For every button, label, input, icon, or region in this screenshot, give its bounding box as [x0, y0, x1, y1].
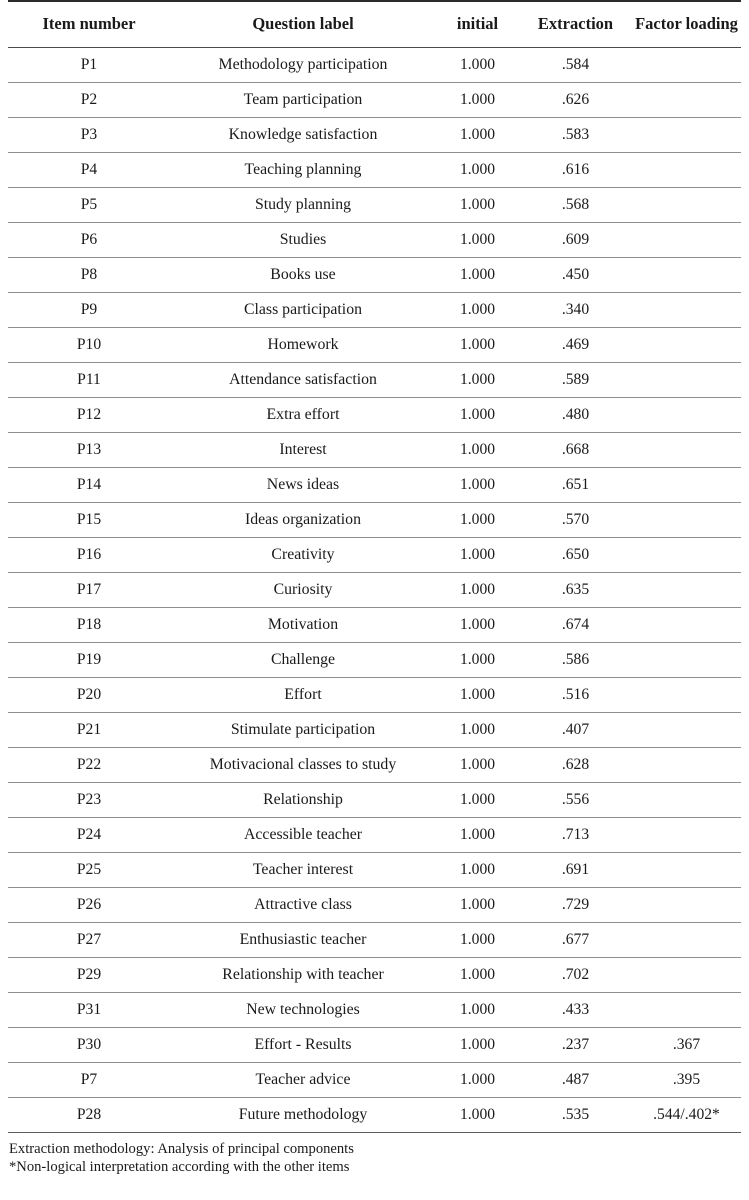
cell-factor-loading [632, 852, 741, 887]
cell-initial: 1.000 [436, 502, 519, 537]
cell-item-number: P3 [8, 117, 170, 152]
cell-factor-loading [632, 607, 741, 642]
cell-initial: 1.000 [436, 572, 519, 607]
table-row [8, 1062, 741, 1097]
table-row [8, 1027, 741, 1062]
cell-extraction: .237 [519, 1027, 632, 1062]
table-row [8, 712, 741, 747]
table-row [8, 642, 741, 677]
cell-extraction: .556 [519, 782, 632, 817]
cell-question-label: Interest [170, 432, 436, 467]
column-header-factor-loading: Factor loading [632, 1, 741, 47]
cell-initial: 1.000 [436, 677, 519, 712]
table-row [8, 922, 741, 957]
cell-extraction: .487 [519, 1062, 632, 1097]
cell-extraction: .480 [519, 397, 632, 432]
cell-item-number: P24 [8, 817, 170, 852]
cell-question-label: Effort - Results [170, 1027, 436, 1062]
cell-initial: 1.000 [436, 782, 519, 817]
cell-item-number: P5 [8, 187, 170, 222]
cell-factor-loading [632, 362, 741, 397]
table-row [8, 852, 741, 887]
cell-initial: 1.000 [436, 257, 519, 292]
cell-factor-loading [632, 82, 741, 117]
cell-factor-loading [632, 992, 741, 1027]
cell-item-number: P19 [8, 642, 170, 677]
cell-item-number: P20 [8, 677, 170, 712]
cell-initial: 1.000 [436, 642, 519, 677]
cell-initial: 1.000 [436, 82, 519, 117]
cell-item-number: P31 [8, 992, 170, 1027]
cell-initial: 1.000 [436, 117, 519, 152]
table-row [8, 957, 741, 992]
cell-extraction: .570 [519, 502, 632, 537]
cell-extraction: .407 [519, 712, 632, 747]
cell-extraction: .535 [519, 1097, 632, 1132]
cell-initial: 1.000 [436, 537, 519, 572]
cell-initial: 1.000 [436, 1097, 519, 1132]
table-row [8, 292, 741, 327]
table-header [8, 1, 741, 47]
cell-question-label: Relationship with teacher [170, 957, 436, 992]
cell-extraction: .677 [519, 922, 632, 957]
cell-initial: 1.000 [436, 712, 519, 747]
cell-initial: 1.000 [436, 187, 519, 222]
cell-extraction: .609 [519, 222, 632, 257]
cell-factor-loading [632, 257, 741, 292]
table-row [8, 152, 741, 187]
cell-initial: 1.000 [436, 992, 519, 1027]
cell-question-label: New technologies [170, 992, 436, 1027]
cell-item-number: P10 [8, 327, 170, 362]
cell-factor-loading: .395 [632, 1062, 741, 1097]
cell-item-number: P30 [8, 1027, 170, 1062]
cell-factor-loading [632, 327, 741, 362]
table-row [8, 467, 741, 502]
cell-question-label: Books use [170, 257, 436, 292]
cell-factor-loading [632, 922, 741, 957]
cell-item-number: P26 [8, 887, 170, 922]
table-row [8, 362, 741, 397]
cell-extraction: .650 [519, 537, 632, 572]
cell-extraction: .586 [519, 642, 632, 677]
cell-item-number: P1 [8, 47, 170, 82]
cell-factor-loading: .544/.402* [632, 1097, 741, 1132]
cell-factor-loading [632, 572, 741, 607]
table-row [8, 537, 741, 572]
table-row [8, 817, 741, 852]
cell-item-number: P16 [8, 537, 170, 572]
cell-factor-loading [632, 712, 741, 747]
cell-question-label: Curiosity [170, 572, 436, 607]
cell-initial: 1.000 [436, 607, 519, 642]
cell-factor-loading [632, 887, 741, 922]
table-footnotes [8, 1140, 741, 1177]
table-row [8, 432, 741, 467]
table-row [8, 747, 741, 782]
cell-extraction: .729 [519, 887, 632, 922]
cell-question-label: Accessible teacher [170, 817, 436, 852]
cell-extraction: .674 [519, 607, 632, 642]
table-row [8, 572, 741, 607]
cell-question-label: Stimulate participation [170, 712, 436, 747]
cell-item-number: P12 [8, 397, 170, 432]
cell-item-number: P4 [8, 152, 170, 187]
cell-question-label: Enthusiastic teacher [170, 922, 436, 957]
cell-factor-loading [632, 152, 741, 187]
table-row [8, 782, 741, 817]
cell-extraction: .589 [519, 362, 632, 397]
cell-question-label: Attractive class [170, 887, 436, 922]
cell-factor-loading [632, 187, 741, 222]
cell-initial: 1.000 [436, 292, 519, 327]
cell-initial: 1.000 [436, 467, 519, 502]
cell-extraction: .702 [519, 957, 632, 992]
cell-extraction: .450 [519, 257, 632, 292]
cell-item-number: P13 [8, 432, 170, 467]
cell-factor-loading [632, 957, 741, 992]
cell-question-label: Study planning [170, 187, 436, 222]
cell-initial: 1.000 [436, 1027, 519, 1062]
table-row [8, 82, 741, 117]
cell-factor-loading [632, 47, 741, 82]
footnote-extraction-methodology: Extraction methodology: Analysis of principal components [9, 1140, 354, 1157]
table-row [8, 47, 741, 82]
table-row [8, 887, 741, 922]
table-row [8, 677, 741, 712]
cell-extraction: .616 [519, 152, 632, 187]
column-header-question-label: Question label [170, 1, 436, 47]
table-row [8, 992, 741, 1027]
cell-item-number: P14 [8, 467, 170, 502]
cell-extraction: .469 [519, 327, 632, 362]
cell-question-label: Future methodology [170, 1097, 436, 1132]
cell-question-label: Homework [170, 327, 436, 362]
cell-factor-loading [632, 397, 741, 432]
column-header-item-number: Item number [8, 1, 170, 47]
cell-initial: 1.000 [436, 957, 519, 992]
cell-question-label: Effort [170, 677, 436, 712]
cell-item-number: P7 [8, 1062, 170, 1097]
cell-question-label: Extra effort [170, 397, 436, 432]
cell-initial: 1.000 [436, 47, 519, 82]
cell-item-number: P21 [8, 712, 170, 747]
cell-item-number: P27 [8, 922, 170, 957]
cell-item-number: P29 [8, 957, 170, 992]
cell-question-label: Teacher advice [170, 1062, 436, 1097]
cell-initial: 1.000 [436, 327, 519, 362]
table-row [8, 397, 741, 432]
cell-extraction: .568 [519, 187, 632, 222]
table-row [8, 117, 741, 152]
factor-analysis-table [8, 0, 741, 1133]
cell-factor-loading [632, 677, 741, 712]
cell-initial: 1.000 [436, 362, 519, 397]
cell-item-number: P2 [8, 82, 170, 117]
cell-question-label: Motivation [170, 607, 436, 642]
cell-extraction: .651 [519, 467, 632, 502]
cell-question-label: Class participation [170, 292, 436, 327]
table-row [8, 257, 741, 292]
cell-initial: 1.000 [436, 397, 519, 432]
cell-question-label: Teacher interest [170, 852, 436, 887]
column-header-extraction: Extraction [519, 1, 632, 47]
cell-item-number: P8 [8, 257, 170, 292]
cell-extraction: .635 [519, 572, 632, 607]
cell-initial: 1.000 [436, 852, 519, 887]
cell-item-number: P11 [8, 362, 170, 397]
cell-factor-loading [632, 642, 741, 677]
table-body [8, 47, 741, 1132]
table-row [8, 502, 741, 537]
table-row [8, 327, 741, 362]
cell-initial: 1.000 [436, 922, 519, 957]
cell-initial: 1.000 [436, 887, 519, 922]
cell-question-label: Ideas organization [170, 502, 436, 537]
cell-question-label: Attendance satisfaction [170, 362, 436, 397]
cell-extraction: .340 [519, 292, 632, 327]
cell-question-label: Challenge [170, 642, 436, 677]
cell-factor-loading [632, 292, 741, 327]
cell-extraction: .628 [519, 747, 632, 782]
cell-factor-loading [632, 782, 741, 817]
cell-initial: 1.000 [436, 747, 519, 782]
cell-extraction: .433 [519, 992, 632, 1027]
cell-question-label: Team participation [170, 82, 436, 117]
cell-factor-loading [632, 537, 741, 572]
cell-item-number: P15 [8, 502, 170, 537]
cell-item-number: P6 [8, 222, 170, 257]
cell-extraction: .668 [519, 432, 632, 467]
cell-extraction: .691 [519, 852, 632, 887]
column-header-initial: initial [436, 1, 519, 47]
cell-factor-loading [632, 467, 741, 502]
cell-factor-loading [632, 747, 741, 782]
cell-initial: 1.000 [436, 432, 519, 467]
cell-item-number: P17 [8, 572, 170, 607]
cell-factor-loading [632, 117, 741, 152]
cell-item-number: P18 [8, 607, 170, 642]
cell-initial: 1.000 [436, 817, 519, 852]
cell-question-label: Methodology participation [170, 47, 436, 82]
footnote-non-logical-interpretation: *Non-logical interpretation according with the other items [9, 1158, 350, 1175]
cell-question-label: Teaching planning [170, 152, 436, 187]
cell-extraction: .583 [519, 117, 632, 152]
cell-question-label: Relationship [170, 782, 436, 817]
table-row [8, 187, 741, 222]
table-row [8, 1097, 741, 1132]
cell-item-number: P25 [8, 852, 170, 887]
cell-item-number: P28 [8, 1097, 170, 1132]
cell-item-number: P22 [8, 747, 170, 782]
table-row [8, 607, 741, 642]
cell-item-number: P9 [8, 292, 170, 327]
cell-factor-loading [632, 817, 741, 852]
table-row [8, 222, 741, 257]
cell-question-label: Studies [170, 222, 436, 257]
cell-item-number: P23 [8, 782, 170, 817]
cell-factor-loading: .367 [632, 1027, 741, 1062]
header-row [8, 1, 741, 47]
cell-factor-loading [632, 432, 741, 467]
cell-initial: 1.000 [436, 1062, 519, 1097]
cell-factor-loading [632, 222, 741, 257]
cell-initial: 1.000 [436, 152, 519, 187]
cell-question-label: Motivacional classes to study [170, 747, 436, 782]
cell-question-label: News ideas [170, 467, 436, 502]
cell-extraction: .626 [519, 82, 632, 117]
cell-extraction: .584 [519, 47, 632, 82]
cell-factor-loading [632, 502, 741, 537]
cell-extraction: .713 [519, 817, 632, 852]
cell-question-label: Creativity [170, 537, 436, 572]
cell-initial: 1.000 [436, 222, 519, 257]
cell-extraction: .516 [519, 677, 632, 712]
cell-question-label: Knowledge satisfaction [170, 117, 436, 152]
